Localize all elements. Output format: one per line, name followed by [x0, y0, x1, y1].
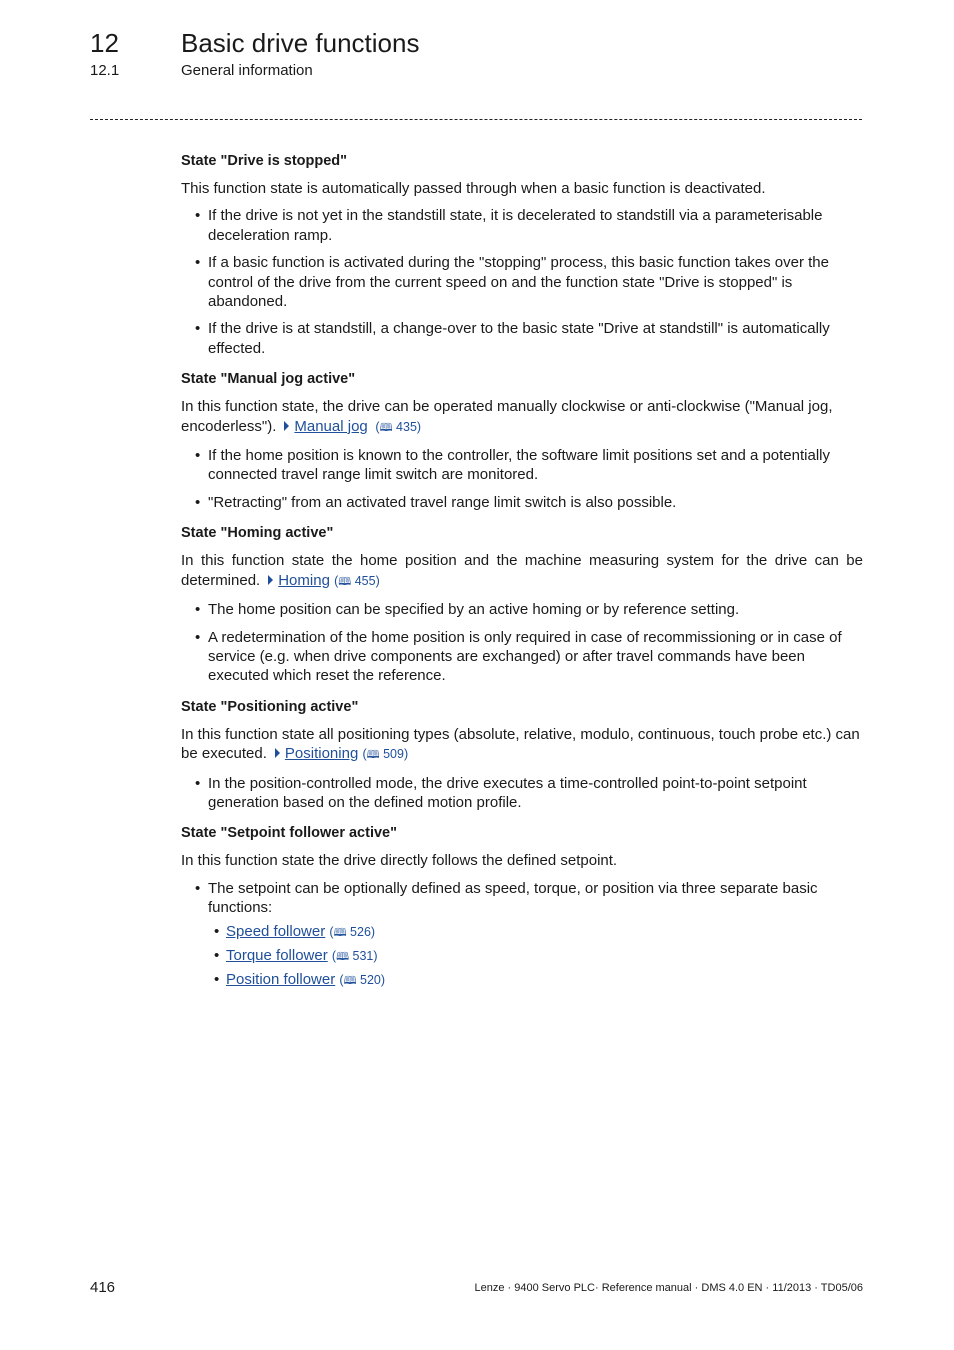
bullet-list	[181, 206, 863, 358]
list-item: • In the position-controlled mode, the drive executes a time-controlled point-to-point setpoint generation based on the defined motion profile.	[181, 774, 863, 813]
link-homing[interactable]: Homing	[278, 571, 330, 589]
sub-list-item	[208, 946, 863, 967]
book-icon: 🕮	[379, 421, 393, 434]
section-heading: State "Drive is stopped"	[181, 153, 348, 169]
book-icon: 🕮	[366, 749, 380, 762]
page-reference[interactable]: (🕮 509)	[362, 747, 409, 762]
page-ref-number: 435	[396, 419, 417, 434]
section-heading: State "Setpoint follower active"	[181, 825, 397, 842]
list-item: • If the drive is at standstill, a change-over to the basic state "Drive at standstill" is automatically effected.	[181, 319, 863, 358]
list-item: • "Retracting" from an activated travel range limit switch is also possible.	[181, 493, 863, 512]
list-item: • If the home position is known to the controller, the software limit positions set and a potentially connected travel range limit switch are monitored.	[181, 446, 863, 485]
bullet-list	[181, 600, 863, 686]
sub-list-item	[208, 922, 863, 943]
section-heading: State "Positioning active"	[181, 698, 359, 715]
footer-text: Lenze · 9400 Servo PLC· Reference manual · DMS 4.0 EN · 11/2013 · TD05/06	[474, 1282, 863, 1294]
sub-list-item	[208, 970, 863, 991]
book-icon: 🕮	[333, 926, 347, 939]
link-position-follower[interactable]: Position follower	[226, 971, 336, 989]
link-speed-follower[interactable]: Speed follower	[226, 922, 326, 940]
list-item: • A redetermination of the home position is only required in case of recommissioning or in case of service (e.g. when drive components are exchanged) or after travel commands have been executed which reset the reference.	[181, 628, 863, 686]
intro-text: In this function state, the drive can be operated manually clockwise or anti-clockwise ("Manual jog, encoderless").	[181, 398, 833, 435]
list-item-text: The setpoint can be optionally defined as speed, torque, or position via three separate basic functions:	[208, 879, 818, 917]
chapter-title: Basic drive functions	[181, 28, 420, 58]
page-ref-number: 455	[354, 573, 376, 588]
page-ref-number: 520	[360, 973, 381, 988]
page-ref-number: 509	[383, 747, 404, 762]
book-icon: 🕮	[336, 950, 350, 963]
section-heading: State "Homing active"	[181, 525, 334, 542]
section-intro: This function state is automatically passed through when a basic function is deactivated.	[181, 180, 766, 197]
chapter-number: 12	[90, 28, 119, 58]
arrow-right-icon	[275, 748, 280, 758]
page-reference[interactable]: (🕮 526)	[329, 924, 376, 939]
section-intro: In this function state the drive directly follows the defined setpoint.	[181, 852, 618, 870]
page-reference[interactable]: (🕮 520)	[339, 973, 386, 988]
arrow-right-icon	[284, 421, 289, 431]
link-manual-jog[interactable]: Manual jog	[294, 417, 368, 435]
section-heading: State "Manual jog active"	[181, 371, 356, 388]
page-reference[interactable]: (🕮 435)	[371, 419, 422, 434]
page-ref-number: 526	[350, 924, 371, 939]
header-divider	[90, 119, 862, 120]
page-number: 416	[90, 1279, 116, 1296]
sub-link-list	[208, 922, 863, 992]
bullet-list	[181, 879, 863, 992]
intro-text: In this function state the home position and the machine measuring system for the drive can be determined.	[181, 552, 863, 589]
section-intro	[181, 397, 863, 438]
page-reference[interactable]: (🕮 531)	[331, 948, 378, 963]
section-title: General information	[181, 62, 313, 79]
list-item	[181, 879, 863, 992]
link-torque-follower[interactable]: Torque follower	[226, 946, 328, 964]
list-item: • If a basic function is activated during the "stopping" process, this basic function takes over the control of the drive from the current speed on and the function state "Drive is stopped" is abandoned.	[181, 253, 863, 311]
section-intro	[181, 725, 863, 766]
page-content	[181, 152, 863, 1004]
section-intro	[181, 551, 863, 592]
book-icon: 🕮	[343, 975, 357, 988]
page-ref-number: 531	[352, 948, 374, 963]
section-number: 12.1	[90, 62, 120, 79]
page-reference[interactable]: (🕮 455)	[334, 573, 380, 588]
book-icon: 🕮	[338, 575, 352, 588]
link-positioning[interactable]: Positioning	[284, 745, 359, 763]
bullet-list	[181, 774, 863, 813]
intro-text: In this function state all positioning types (absolute, relative, modulo, continuous, touch probe etc.) can be executed.	[181, 725, 860, 763]
list-item: • If the drive is not yet in the standstill state, it is decelerated to standstill via a parameterisable deceleration ramp.	[181, 206, 863, 245]
list-item: • The home position can be specified by an active homing or by reference setting.	[181, 600, 863, 619]
arrow-right-icon	[268, 575, 273, 585]
bullet-list	[181, 446, 863, 512]
